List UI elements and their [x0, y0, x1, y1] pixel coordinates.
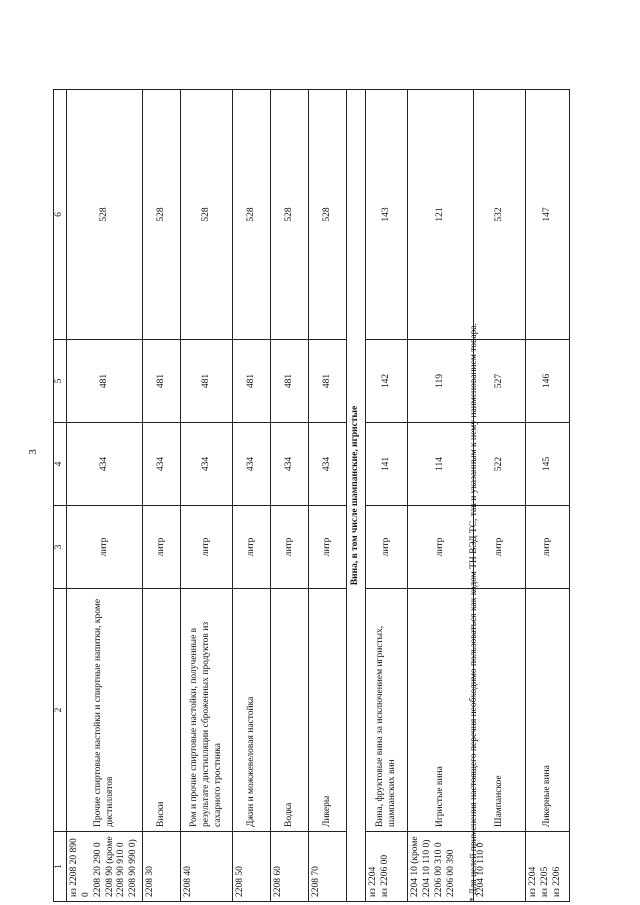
tnved-code: 2208 30	[145, 866, 156, 897]
unit: литр	[271, 506, 309, 589]
product-name: Ликерные вина	[526, 589, 570, 832]
unit: литр	[143, 506, 181, 589]
value-col4: 434	[181, 423, 233, 506]
section-row	[347, 90, 366, 902]
value-col5: 119	[408, 340, 474, 423]
tnved-code-cell	[66, 832, 142, 902]
value-col5: 481	[309, 340, 347, 423]
product-name: Джин и можжевеловая настойка	[233, 589, 271, 832]
tnved-code: 2208 90 910 0	[116, 842, 127, 897]
footnote: * Для целей применения настоящего перечня необходимо пользоваться как кодом ТН ВЭД ТС, так и указанным к нему наименованием товара.	[469, 323, 479, 902]
table-row	[233, 90, 271, 902]
value-col5: 481	[181, 340, 233, 423]
table-row	[271, 90, 309, 902]
tnved-code: 2208 50	[235, 866, 246, 897]
unit: литр	[66, 506, 142, 589]
tnved-code-cell	[181, 832, 233, 902]
unit: литр	[181, 506, 233, 589]
table-row	[66, 90, 142, 902]
tnved-code-cell	[309, 832, 347, 902]
value-col5: 481	[143, 340, 181, 423]
price-table	[53, 89, 570, 902]
value-col4: 522	[474, 423, 526, 506]
tnved-code: 2208 90 990 0)	[128, 839, 139, 897]
tnved-code: из 2206 00	[380, 854, 390, 897]
value-col6: 121	[408, 90, 474, 340]
header-row	[54, 90, 67, 902]
value-col4: 434	[233, 423, 271, 506]
unit: литр	[309, 506, 347, 589]
header-cell: 1	[54, 832, 67, 902]
value-col6: 528	[271, 90, 309, 340]
product-name: Игристые вина	[408, 589, 474, 832]
table-row	[526, 90, 570, 902]
value-col6: 528	[181, 90, 233, 340]
product-name: Водка	[271, 589, 309, 832]
rotated-document	[53, 90, 562, 902]
tnved-code-cell	[143, 832, 181, 902]
value-col5: 481	[271, 340, 309, 423]
value-col4: 434	[271, 423, 309, 506]
unit: литр	[474, 506, 526, 589]
tnved-code: из 2204	[368, 866, 379, 897]
product-name: Шампанское	[474, 589, 526, 832]
tnved-code: 2204 10 110 0	[476, 842, 487, 897]
unit: литр	[233, 506, 271, 589]
header-cell: 4	[54, 423, 67, 506]
table-row	[408, 90, 474, 902]
value-col6: 143	[366, 90, 408, 340]
tnved-code-cell	[474, 832, 526, 902]
table-row	[366, 90, 408, 902]
value-col5: 146	[526, 340, 570, 423]
tnved-code: 2204 10 110 0)	[422, 839, 432, 897]
tnved-code: 2206 00 390	[445, 849, 456, 897]
product-name: Прочие спиртовые настойки и спиртные напитки, кроме дистиллятов	[66, 589, 142, 832]
tnved-code-cell	[526, 832, 570, 902]
table-row	[181, 90, 233, 902]
value-col4: 114	[408, 423, 474, 506]
product-name: Ром и прочие спиртовые настойки, полученные в результате дистилляции сброженных продуктов из сахарного тростника	[181, 589, 233, 832]
page-number: 3	[26, 449, 39, 455]
value-col4: 434	[66, 423, 142, 506]
product-name: Вина, фруктовые вина за исключением игристых, шампанских вин	[366, 589, 408, 832]
value-col4: 145	[526, 423, 570, 506]
tnved-code: 2208 60	[273, 866, 284, 897]
value-col6: 528	[233, 90, 271, 340]
tnved-code: из 2206	[551, 866, 562, 897]
unit: литр	[366, 506, 408, 589]
tnved-code: 2204 10 (кроме	[410, 836, 421, 897]
tnved-code-cell	[271, 832, 309, 902]
header-cell: 2	[54, 589, 67, 832]
table-row	[309, 90, 347, 902]
section-title: Вина, в том числе шампанские, игристые	[347, 90, 366, 902]
value-col4: 434	[309, 423, 347, 506]
unit: литр	[526, 506, 570, 589]
tnved-code: 2208 90 (кроме	[104, 836, 115, 897]
header-cell: 5	[54, 340, 67, 423]
tnved-code-cell	[408, 832, 474, 902]
value-col6: 528	[143, 90, 181, 340]
tnved-code: из 2205	[540, 866, 550, 897]
value-col5: 481	[233, 340, 271, 423]
value-col6: 528	[309, 90, 347, 340]
value-col6: 532	[474, 90, 526, 340]
tnved-code: 2208 40	[183, 866, 194, 897]
unit: литр	[408, 506, 474, 589]
product-name: Виски	[143, 589, 181, 832]
tnved-code: из 2204	[528, 866, 539, 897]
product-name: Ликеры	[309, 589, 347, 832]
value-col5: 142	[366, 340, 408, 423]
tnved-code-cell	[366, 832, 408, 902]
table-row	[474, 90, 526, 902]
value-col6: 528	[66, 90, 142, 340]
table-row	[143, 90, 181, 902]
tnved-code: 2208 70	[311, 866, 322, 897]
tnved-code-cell	[233, 832, 271, 902]
value-col5: 527	[474, 340, 526, 423]
tnved-code: 2208 20 290 0	[92, 842, 103, 897]
header-cell: 3	[54, 506, 67, 589]
value-col4: 434	[143, 423, 181, 506]
tnved-code: 2206 00 310 0	[433, 842, 444, 897]
value-col4: 141	[366, 423, 408, 506]
value-col6: 147	[526, 90, 570, 340]
value-col5: 481	[66, 340, 142, 423]
header-cell: 6	[54, 90, 67, 340]
tnved-code: из 2208 20 890 0	[68, 838, 91, 897]
